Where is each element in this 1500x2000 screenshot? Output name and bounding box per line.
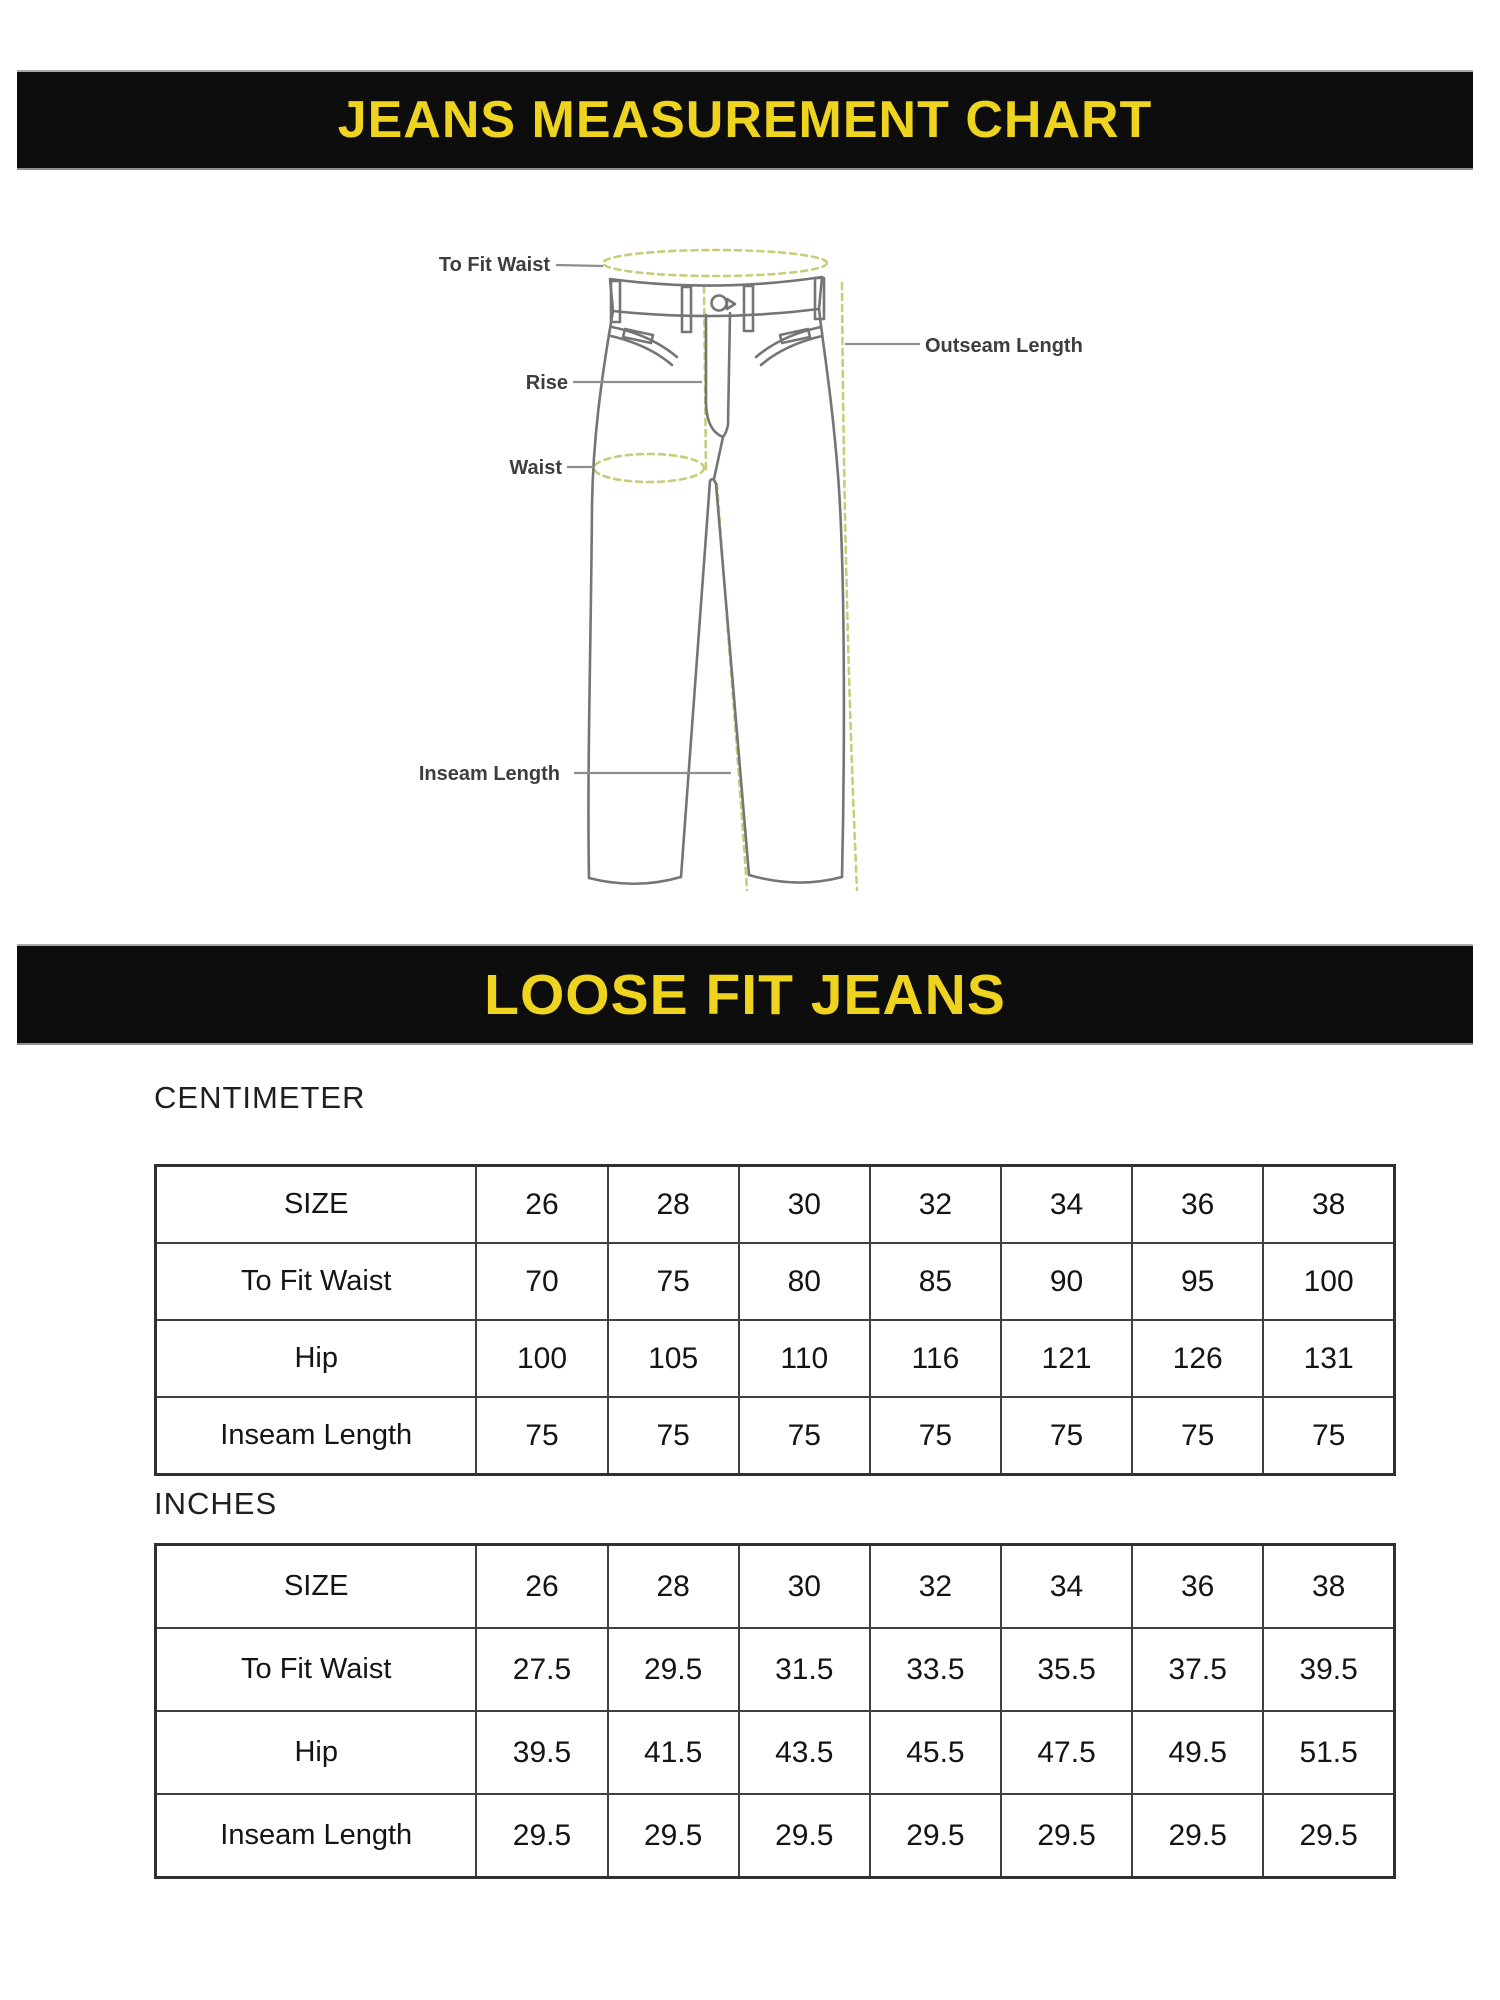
table-cell: 29.5 bbox=[476, 1794, 607, 1878]
jeans-drawing bbox=[588, 277, 843, 884]
table-cell: 51.5 bbox=[1263, 1711, 1394, 1794]
row-label: To Fit Waist bbox=[156, 1243, 477, 1320]
table-cell: 34 bbox=[1001, 1166, 1132, 1244]
table-cell: 32 bbox=[870, 1545, 1001, 1629]
to-fit-waist-pointer bbox=[556, 265, 603, 266]
table-cell: 131 bbox=[1263, 1320, 1394, 1397]
table-cell: 35.5 bbox=[1001, 1628, 1132, 1711]
table-cell: 34 bbox=[1001, 1545, 1132, 1629]
table-cell: 28 bbox=[608, 1545, 739, 1629]
jeans-diagram bbox=[340, 195, 1150, 940]
centimeter-heading: CENTIMETER bbox=[154, 1080, 366, 1115]
table-cell: 29.5 bbox=[608, 1794, 739, 1878]
table-cell: 100 bbox=[1263, 1243, 1394, 1320]
table-cell: 37.5 bbox=[1132, 1628, 1263, 1711]
page-title: JEANS MEASUREMENT CHART bbox=[337, 91, 1153, 149]
table-cell: 43.5 bbox=[739, 1711, 870, 1794]
table-cell: 121 bbox=[1001, 1320, 1132, 1397]
table-row bbox=[156, 1397, 1395, 1475]
inches-heading: INCHES bbox=[154, 1486, 278, 1521]
row-label: Inseam Length bbox=[156, 1397, 477, 1475]
table-cell: 75 bbox=[739, 1397, 870, 1475]
table-cell: 47.5 bbox=[1001, 1711, 1132, 1794]
table-cell: 39.5 bbox=[476, 1711, 607, 1794]
table-row bbox=[156, 1711, 1395, 1794]
left-inner-seam bbox=[681, 481, 710, 877]
table-cell: 27.5 bbox=[476, 1628, 607, 1711]
left-hem bbox=[589, 877, 681, 884]
table-cell: 75 bbox=[476, 1397, 607, 1475]
table-cell: 30 bbox=[739, 1166, 870, 1244]
left-outer-seam bbox=[588, 311, 613, 878]
table-cell: 126 bbox=[1132, 1320, 1263, 1397]
waist-button-icon bbox=[712, 296, 727, 311]
table-row bbox=[156, 1794, 1395, 1878]
table-cell: 36 bbox=[1132, 1545, 1263, 1629]
table-cell: 26 bbox=[476, 1545, 607, 1629]
table-cell: 32 bbox=[870, 1166, 1001, 1244]
table-cell: 29.5 bbox=[739, 1794, 870, 1878]
table-cell: 90 bbox=[1001, 1243, 1132, 1320]
table-cell: 26 bbox=[476, 1166, 607, 1244]
table-cell: 75 bbox=[1001, 1397, 1132, 1475]
row-label: Inseam Length bbox=[156, 1794, 477, 1878]
inseam-length-label: Inseam Length bbox=[418, 763, 560, 785]
row-label: SIZE bbox=[156, 1166, 477, 1244]
table-cell: 29.5 bbox=[608, 1628, 739, 1711]
table-cell: 75 bbox=[608, 1397, 739, 1475]
table-cell: 85 bbox=[870, 1243, 1001, 1320]
section-banner bbox=[17, 944, 1473, 1045]
row-label: Hip bbox=[156, 1320, 477, 1397]
table-row bbox=[156, 1320, 1395, 1397]
front-seam bbox=[714, 437, 723, 479]
table-cell: 70 bbox=[476, 1243, 607, 1320]
table-cell: 41.5 bbox=[608, 1711, 739, 1794]
table-cell: 29.5 bbox=[1263, 1794, 1394, 1878]
table-cell: 29.5 bbox=[1132, 1794, 1263, 1878]
table-cell: 45.5 bbox=[870, 1711, 1001, 1794]
table-cell: 75 bbox=[870, 1397, 1001, 1475]
table-cell: 30 bbox=[739, 1545, 870, 1629]
to-fit-waist-ellipse bbox=[603, 250, 827, 276]
table-cell: 80 bbox=[739, 1243, 870, 1320]
right-inner-seam bbox=[716, 484, 749, 875]
inches-table bbox=[154, 1543, 1396, 1879]
waist-label: Waist bbox=[509, 457, 562, 479]
table-cell: 36 bbox=[1132, 1166, 1263, 1244]
row-label: To Fit Waist bbox=[156, 1628, 477, 1711]
fly-stitch-left bbox=[706, 315, 723, 437]
table-row bbox=[156, 1243, 1395, 1320]
table-cell: 28 bbox=[608, 1166, 739, 1244]
table-cell: 29.5 bbox=[870, 1794, 1001, 1878]
table-cell: 105 bbox=[608, 1320, 739, 1397]
table-cell: 75 bbox=[1263, 1397, 1394, 1475]
table-cell: 38 bbox=[1263, 1545, 1394, 1629]
table-cell: 75 bbox=[1132, 1397, 1263, 1475]
row-label: Hip bbox=[156, 1711, 477, 1794]
table-cell: 116 bbox=[870, 1320, 1001, 1397]
table-cell: 49.5 bbox=[1132, 1711, 1263, 1794]
table-cell: 75 bbox=[608, 1243, 739, 1320]
table-cell: 31.5 bbox=[739, 1628, 870, 1711]
table-cell: 110 bbox=[739, 1320, 870, 1397]
waist-ellipse bbox=[594, 454, 704, 482]
centimeter-table bbox=[154, 1164, 1396, 1476]
to-fit-waist-label: To Fit Waist bbox=[438, 254, 550, 276]
fly-stitch-right bbox=[723, 313, 730, 437]
top-banner bbox=[17, 70, 1473, 170]
table-row bbox=[156, 1545, 1395, 1629]
section-title: LOOSE FIT JEANS bbox=[484, 962, 1006, 1027]
outseam-length-label: Outseam Length bbox=[925, 335, 1083, 357]
rise-label: Rise bbox=[525, 372, 568, 394]
table-cell: 29.5 bbox=[1001, 1794, 1132, 1878]
belt-loop bbox=[744, 286, 753, 331]
right-outer-seam bbox=[819, 309, 844, 877]
table-cell: 39.5 bbox=[1263, 1628, 1394, 1711]
table-cell: 38 bbox=[1263, 1166, 1394, 1244]
right-hem bbox=[749, 875, 842, 883]
table-cell: 33.5 bbox=[870, 1628, 1001, 1711]
belt-loop bbox=[682, 287, 691, 332]
table-cell: 95 bbox=[1132, 1243, 1263, 1320]
row-label: SIZE bbox=[156, 1545, 477, 1629]
table-row bbox=[156, 1628, 1395, 1711]
table-row bbox=[156, 1166, 1395, 1244]
button-tab bbox=[727, 299, 735, 309]
table-cell: 100 bbox=[476, 1320, 607, 1397]
